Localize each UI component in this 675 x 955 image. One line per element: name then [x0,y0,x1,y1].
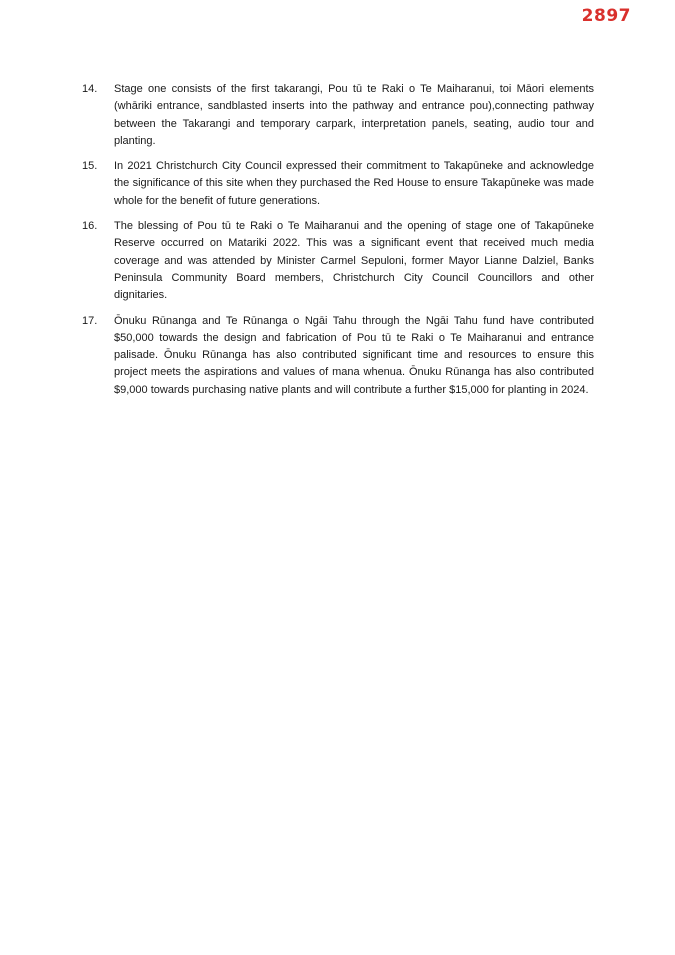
page-number: 2897 [581,6,631,26]
item-number: 15. [82,160,98,173]
item-text: The blessing of Pou tū te Raki o Te Maiharanui and the opening of stage one of Takapūneke Reserve occurred on Matariki 2022. This was a significant event that received much media coverage and was attended by Minister Carmel Sepuloni, former Mayor Lianne Dalziel, Banks Peninsula Community Board members, Christchurch City Council Councillors and other dignitaries. [114,220,594,302]
list-item [82,81,594,150]
list-item [82,313,594,399]
item-number: 17. [82,314,98,327]
item-number: 16. [82,220,98,233]
item-text: Stage one consists of the first takarangi, Pou tū te Raki o Te Maiharanui, toi Māori elements (whāriki entrance, sandblasted inserts into the pathway and entrance pou),connecting pathway between the Takarangi and temporary carpark, interpretation panels, seating, audio tour and planting. [114,83,594,147]
item-number: 14. [82,83,98,95]
item-text: Ōnuku Rūnanga and Te Rūnanga o Ngāi Tahu through the Ngāi Tahu fund have contributed $50,000 towards the design and fabrication of Pou tū te Raki o Te Maiharanui and entrance palisade. Ōnuku Rūnanga has also contributed significant time and resources to ensure this project meets the aspirations and values of mana whenua. Ōnuku Rūnanga has also contributed $9,000 towards purchasing native plants and will contribute a further $15,000 for planting in 2024. [114,314,594,396]
list-item [82,158,594,210]
list-item [82,218,594,304]
item-text: In 2021 Christchurch City Council expressed their commitment to Takapūneke and acknowledge the significance of this site when they purchased the Red House to ensure Takapūneke was made whole for the benefit of future generations. [114,160,594,207]
numbered-paragraph-list [82,81,594,407]
